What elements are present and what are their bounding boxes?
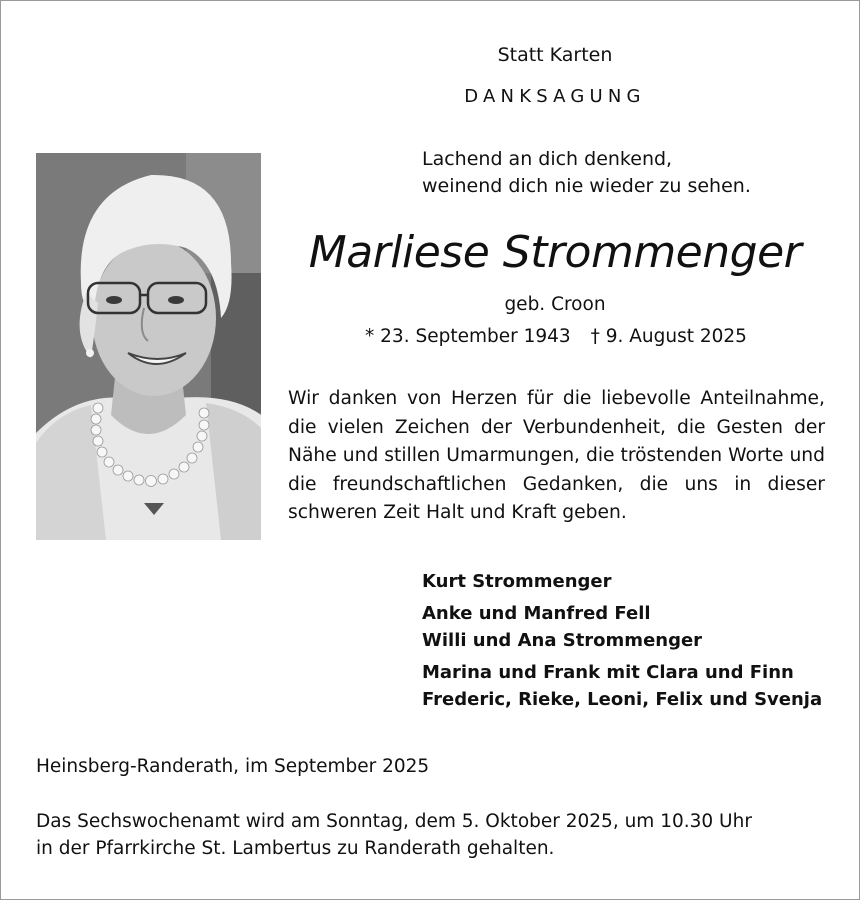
- birth-name: geb. Croon: [504, 294, 606, 315]
- mass-notice-line-2: in der Pfarrkirche St. Lambertus zu Randerath gehalten.: [36, 838, 555, 859]
- mass-notice: [36, 808, 752, 862]
- portrait-photo: [36, 153, 261, 540]
- quote-line-1: Lachend an dich denkend,: [422, 148, 673, 170]
- signature-line: Willi und Ana Strommenger: [422, 630, 703, 651]
- signature-line: Anke und Manfred Fell: [422, 603, 651, 624]
- portrait-illustration: [36, 153, 261, 540]
- danksagung-heading: DANKSAGUNG: [464, 86, 646, 107]
- place-and-date: Heinsberg-Randerath, im September 2025: [36, 756, 430, 777]
- life-dates: [330, 326, 782, 347]
- statt-karten-text: Statt Karten: [497, 44, 613, 66]
- thank-you-message: Wir danken von Herzen für die liebevolle Anteilnahme, die vielen Zeichen der Verbundenheit, die Gesten der Nähe und stillen Umarmungen, die tröstenden Worte und die freundschaftlichen Gedanken, die uns in dieser schweren Zeit Halt und Kraft geben.: [288, 388, 825, 524]
- mass-notice-line-1: Das Sechswochenamt wird am Sonntag, dem 5. Oktober 2025, um 10.30 Uhr: [36, 811, 752, 832]
- deceased-name: Marliese Strommenger: [308, 227, 802, 278]
- signature-line: Frederic, Rieke, Leoni, Felix und Svenja: [422, 689, 823, 710]
- quote-line-2: weinend dich nie wieder zu sehen.: [422, 175, 751, 197]
- signature-line: Marina und Frank mit Clara und Finn: [422, 662, 794, 683]
- signature-line: Kurt Strommenger: [422, 571, 612, 592]
- birth-date: * 23. September 1943: [365, 326, 571, 347]
- death-date: † 9. August 2025: [590, 326, 747, 347]
